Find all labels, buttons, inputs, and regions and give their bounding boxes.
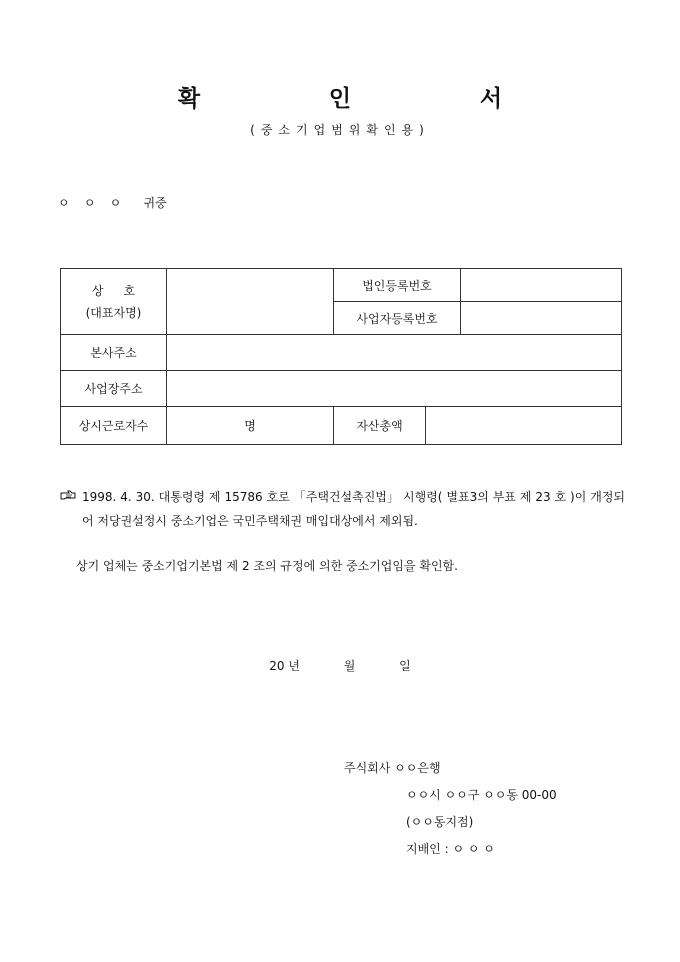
- company-name-field[interactable]: [167, 269, 334, 335]
- corp-reg-label: 법인등록번호: [334, 269, 461, 302]
- signer-manager: [344, 836, 557, 863]
- note-text: 1998. 4. 30. 대통령령 제 15786 호로 「주택건설촉진법」 시행령( 별표3의 부표 제 23 호 )이 개정되어 저당권설정시 중소기업은 국민주택채권 매입대상에서 제외됨.: [82, 490, 625, 528]
- recipient-mark: ㅇ: [83, 196, 96, 210]
- title-char: 확: [177, 85, 201, 112]
- employees-unit: 명: [167, 407, 334, 445]
- date-month: 월: [343, 659, 356, 673]
- document-subtitle: (중소기업범위확인용): [250, 123, 430, 137]
- recipient-mark: ㅇ: [109, 196, 122, 210]
- company-name-label: 호: [123, 283, 136, 298]
- date-year: 년: [288, 659, 300, 673]
- signer-address: ㅇㅇ시 ㅇㅇ구 ㅇㅇ동 00-00: [406, 788, 557, 802]
- company-info-table: [60, 268, 622, 445]
- signer-block: [344, 755, 557, 863]
- recipient-suffix: 귀중: [143, 196, 167, 210]
- signer-company: 주식회사 ㅇㅇ은행: [344, 761, 441, 775]
- company-name-label-cell: [61, 269, 167, 335]
- signer-branch: (ㅇㅇ동지점): [406, 815, 474, 829]
- workplace-label: 사업장주소: [61, 371, 167, 407]
- manager-label: 지배인 :: [406, 842, 449, 856]
- recipient-line: [58, 194, 167, 211]
- date-day: 일: [399, 659, 411, 673]
- manager-name: ㅇ ㅇ ㅇ: [452, 842, 495, 856]
- date-line: [0, 657, 680, 674]
- head-office-field[interactable]: [167, 335, 622, 371]
- workplace-field[interactable]: [167, 371, 622, 407]
- head-office-label: 본사주소: [61, 335, 167, 371]
- pointing-hand-icon: [60, 485, 76, 509]
- recipient-mark: ㅇ: [58, 196, 70, 210]
- corp-reg-field[interactable]: [461, 269, 622, 302]
- biz-reg-field[interactable]: [461, 302, 622, 335]
- document-title: [0, 80, 680, 113]
- total-assets-field[interactable]: [426, 407, 622, 445]
- title-char: 인: [328, 85, 352, 112]
- note-block: [60, 485, 625, 533]
- representative-label: (대표자명): [85, 305, 142, 320]
- total-assets-label: 자산총액: [334, 407, 426, 445]
- title-char: 서: [479, 85, 503, 112]
- biz-reg-label: 사업자등록번호: [334, 302, 461, 335]
- employees-label: 상시근로자수: [61, 407, 167, 445]
- date-year-prefix: 20: [269, 659, 285, 673]
- company-name-label: 상: [91, 283, 104, 298]
- confirmation-text: 상기 업체는 중소기업기본법 제 2 조의 규정에 의한 중소기업임을 확인함.: [76, 559, 458, 573]
